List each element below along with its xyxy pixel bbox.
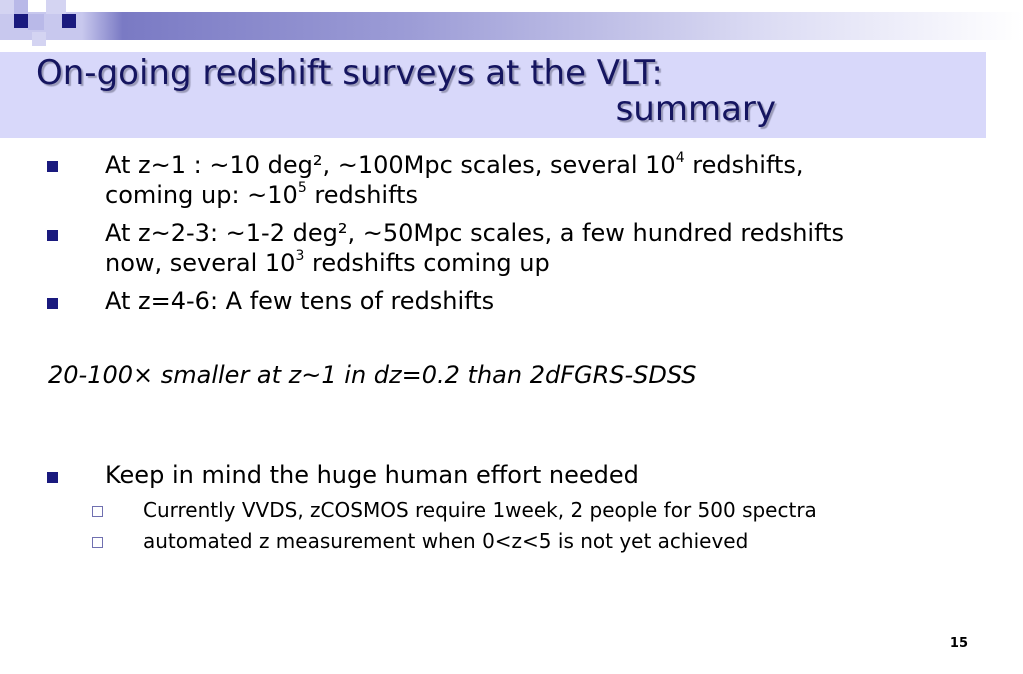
- page-number: 15: [949, 636, 968, 651]
- bullet-z4-6: At z=4-6: A few tens of redshifts: [105, 287, 495, 315]
- title-line-2: summary: [615, 89, 776, 129]
- decor-square: [0, 0, 14, 14]
- title-line-1: On-going redshift surveys at the VLT:: [36, 53, 663, 93]
- bullet-marker: [47, 230, 58, 241]
- bullet-effort: Keep in mind the huge human effort needed: [105, 461, 639, 489]
- decor-square: [14, 14, 28, 28]
- slide-title: [36, 55, 776, 127]
- sub-bullet-marker: [92, 537, 103, 548]
- comparison-note: 20-100× smaller at z~1 in dz=0.2 than 2dFGRS-SDSS: [48, 361, 697, 389]
- header-gradient-band: [0, 12, 1023, 40]
- bullet-marker: [47, 161, 58, 172]
- bullet-marker: [47, 472, 58, 483]
- sub-bullet-automated-z: automated z measurement when 0<z<5 is not yet achieved: [143, 529, 749, 553]
- sub-bullet-vvds: Currently VVDS, zCOSMOS require 1week, 2 people for 500 spectra: [143, 498, 817, 522]
- decor-square: [62, 14, 76, 28]
- decor-square: [14, 0, 28, 14]
- decor-square: [32, 32, 46, 46]
- sub-bullet-marker: [92, 506, 103, 517]
- decor-square: [46, 0, 66, 14]
- bullet-z1: At z~1 : ~10 deg², ~100Mpc scales, several $10^4$ redshifts, coming up: $\sim 10^5$ redshifts: [105, 150, 804, 209]
- bullet-marker: [47, 298, 58, 309]
- bullet-z2-3: At z~2-3: ~1-2 deg², ~50Mpc scales, a few hundred redshifts now, several $10^3$ redshifts coming up: [105, 219, 845, 277]
- decor-square: [28, 14, 44, 30]
